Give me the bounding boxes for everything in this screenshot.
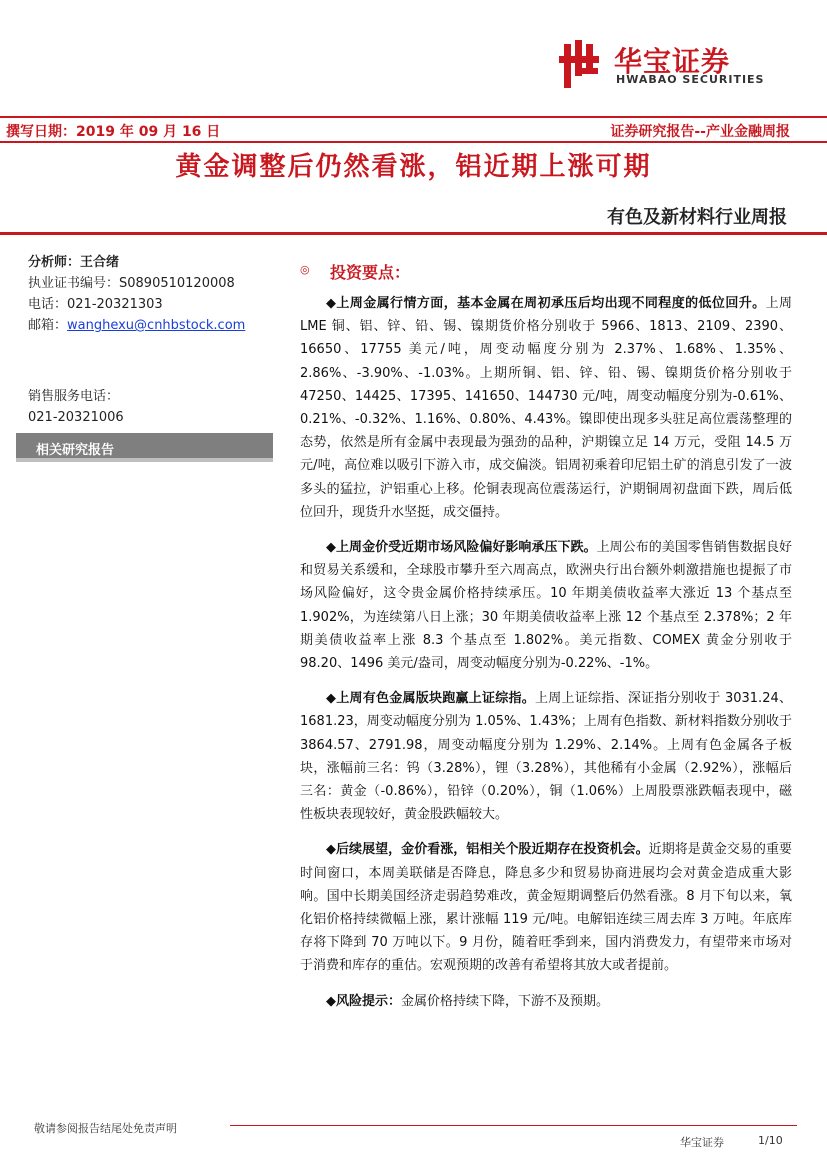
header-top-rule xyxy=(0,116,827,118)
key-point-lead: ◆后续展望，金价看涨，铝相关个股近期存在投资机会。 xyxy=(326,842,649,858)
industry-subtitle: 有色及新材料行业周报 xyxy=(607,207,787,228)
key-point-body: 上周公布的美国零售销售数据良好和贸易关系缓和，全球股市攀升至六周高点，欧洲央行出台额外刺激措施也提振了市场风险偏好，这令贵金属价格持续承压。10 年期美债收益率大涨近 13 个基点至 1.902%，为连续第八日上涨；30 年期美债收益率上涨 12 个基点至 2.378%；2 年期美债收益率上涨 8.3 个基点至 1.802%。美元指数、COMEX 黄金分别收于 98.20、1496 美元/盎司，周变动幅度分别为-0.22%、-1%。 xyxy=(300,540,792,672)
company-logo xyxy=(556,40,796,92)
company-name-en: HWABAO SECURITIES xyxy=(616,73,765,86)
email-link[interactable]: wanghexu@cnhbstock.com xyxy=(67,318,246,333)
key-points-section xyxy=(300,258,792,1025)
key-point-body: 上周上证综指、深证指分别收于 3031.24、1681.23，周变动幅度分别为 1.05%、1.43%；上周有色指数、新材料指数分别收于 3864.57、2791.98，周变动幅度分别为 1.29%、2.14%。上周有色金属各子板块，涨幅前三名：钨（3.28%），锂（3.28%），其他稀有小金属（2.92%），涨幅后三名：黄金（-0.86%），铅锌（0.20%），铜（1.06%）上周股票涨跌幅表现中，磁性板块表现较好，黄金股跌幅较大。 xyxy=(300,691,792,823)
risk-warning-body: 金属价格持续下降，下游不及预期。 xyxy=(401,993,610,1009)
section-title: 投资要点： xyxy=(330,263,411,282)
circle-target-icon: ◎ xyxy=(300,263,310,276)
risk-warning-lead: ◆风险提示： xyxy=(326,993,401,1009)
risk-warning xyxy=(300,990,792,1013)
section-header xyxy=(300,258,792,288)
related-reports-header: 相关研究报告 xyxy=(16,433,273,462)
cert-label: 执业证书编号： xyxy=(28,276,120,291)
key-point-paragraph xyxy=(300,838,792,977)
key-point-body: 近期将是黄金交易的重要时间窗口，本周美联储是否降息，降息多少和贸易协商进展均会对黄金造成重大影响。国中长期美国经济走弱趋势难改，黄金短期调整后仍然看涨。8 月下旬以来，氧化铝价格持续微幅上涨，累计涨幅 119 元/吨。电解铝连续三周去库 3 万吨。年底库存将下降到 70 万吨以下。9 月份，随着旺季到来，国内消费发力，有望带来市场对于消费和库存的重估。宏观预期的改善有希望将其放大或者提前。 xyxy=(300,842,792,974)
key-point-lead: ◆上周金属行情方面，基本金属在周初承压后均出现不同程度的低位回升。 xyxy=(326,296,766,311)
header-bottom-rule xyxy=(0,232,827,235)
cert-number: S0890510120008 xyxy=(119,276,235,291)
hwabao-logo-icon xyxy=(556,40,602,90)
sales-phone-label: 销售服务电话： xyxy=(28,389,120,404)
email-label: 邮箱： xyxy=(28,318,68,333)
key-point-paragraph xyxy=(300,687,792,826)
footer-disclaimer: 敬请参阅报告结尾处免责声明 xyxy=(34,1122,177,1135)
report-type: 证券研究报告--产业金融周报 xyxy=(610,124,790,140)
key-point-paragraph xyxy=(300,292,792,524)
sidebar-spacer xyxy=(28,336,274,386)
phone-label: 电话： xyxy=(28,297,68,312)
page-number: 1/10 xyxy=(758,1134,783,1147)
company-name-cn: 华宝证券 xyxy=(614,45,731,78)
report-date: 撰写日期：2019 年 09 月 16 日 xyxy=(6,124,221,140)
header-middle-rule xyxy=(0,141,827,143)
analyst-sidebar xyxy=(28,252,274,428)
analyst-cert xyxy=(28,273,274,294)
key-point-body: 上周 LME 铜、铝、锌、铅、锡、镍期货价格分别收于 5966、1813、2109、2390、16650、17755 美元/吨，周变动幅度分别为 2.37%、1.68%、1.35%、2.86%、-3.90%、-1.03%。上期所铜、铝、锌、铅、锡、镍期货价格分别收于 47250、14425、17395、141650、144730 元/吨，周变动幅度分别为-0.61%、0.21%、-0.32%、1.16%、0.80%、4.43%。镍即使出现多头驻足高位震荡整理的态势，依然是所有金属中表现最为强劲的品种，沪期镍立足 14 万元，受阻 14.5 万元/吨，高位难以吸引下游入市，成交偏淡。铝周初乘着印尼铝土矿的消息引发了一波多头的猛拉，沪铝重心上移。伦铜表现高位震荡运行，沪期铜周初盘面下跌，周后低位回升，现货升水坚挺，成交僵持。 xyxy=(300,296,792,520)
footer-company: 华宝证券 xyxy=(680,1136,724,1149)
footer-rule xyxy=(230,1125,797,1126)
key-point-lead: ◆上周有色金属版块跑赢上证综指。 xyxy=(326,691,536,707)
analyst-name: 分析师：王合绪 xyxy=(28,255,120,270)
analyst-phone xyxy=(28,294,274,315)
phone-number: 021-20321303 xyxy=(67,297,163,312)
sales-phone-number: 021-20321006 xyxy=(28,410,124,425)
analyst-email xyxy=(28,315,274,336)
page-title: 黄金调整后仍然看涨，铝近期上涨可期 xyxy=(175,152,652,182)
key-point-paragraph xyxy=(300,536,792,675)
key-point-lead: ◆上周金价受近期市场风险偏好影响承压下跌。 xyxy=(326,540,597,556)
